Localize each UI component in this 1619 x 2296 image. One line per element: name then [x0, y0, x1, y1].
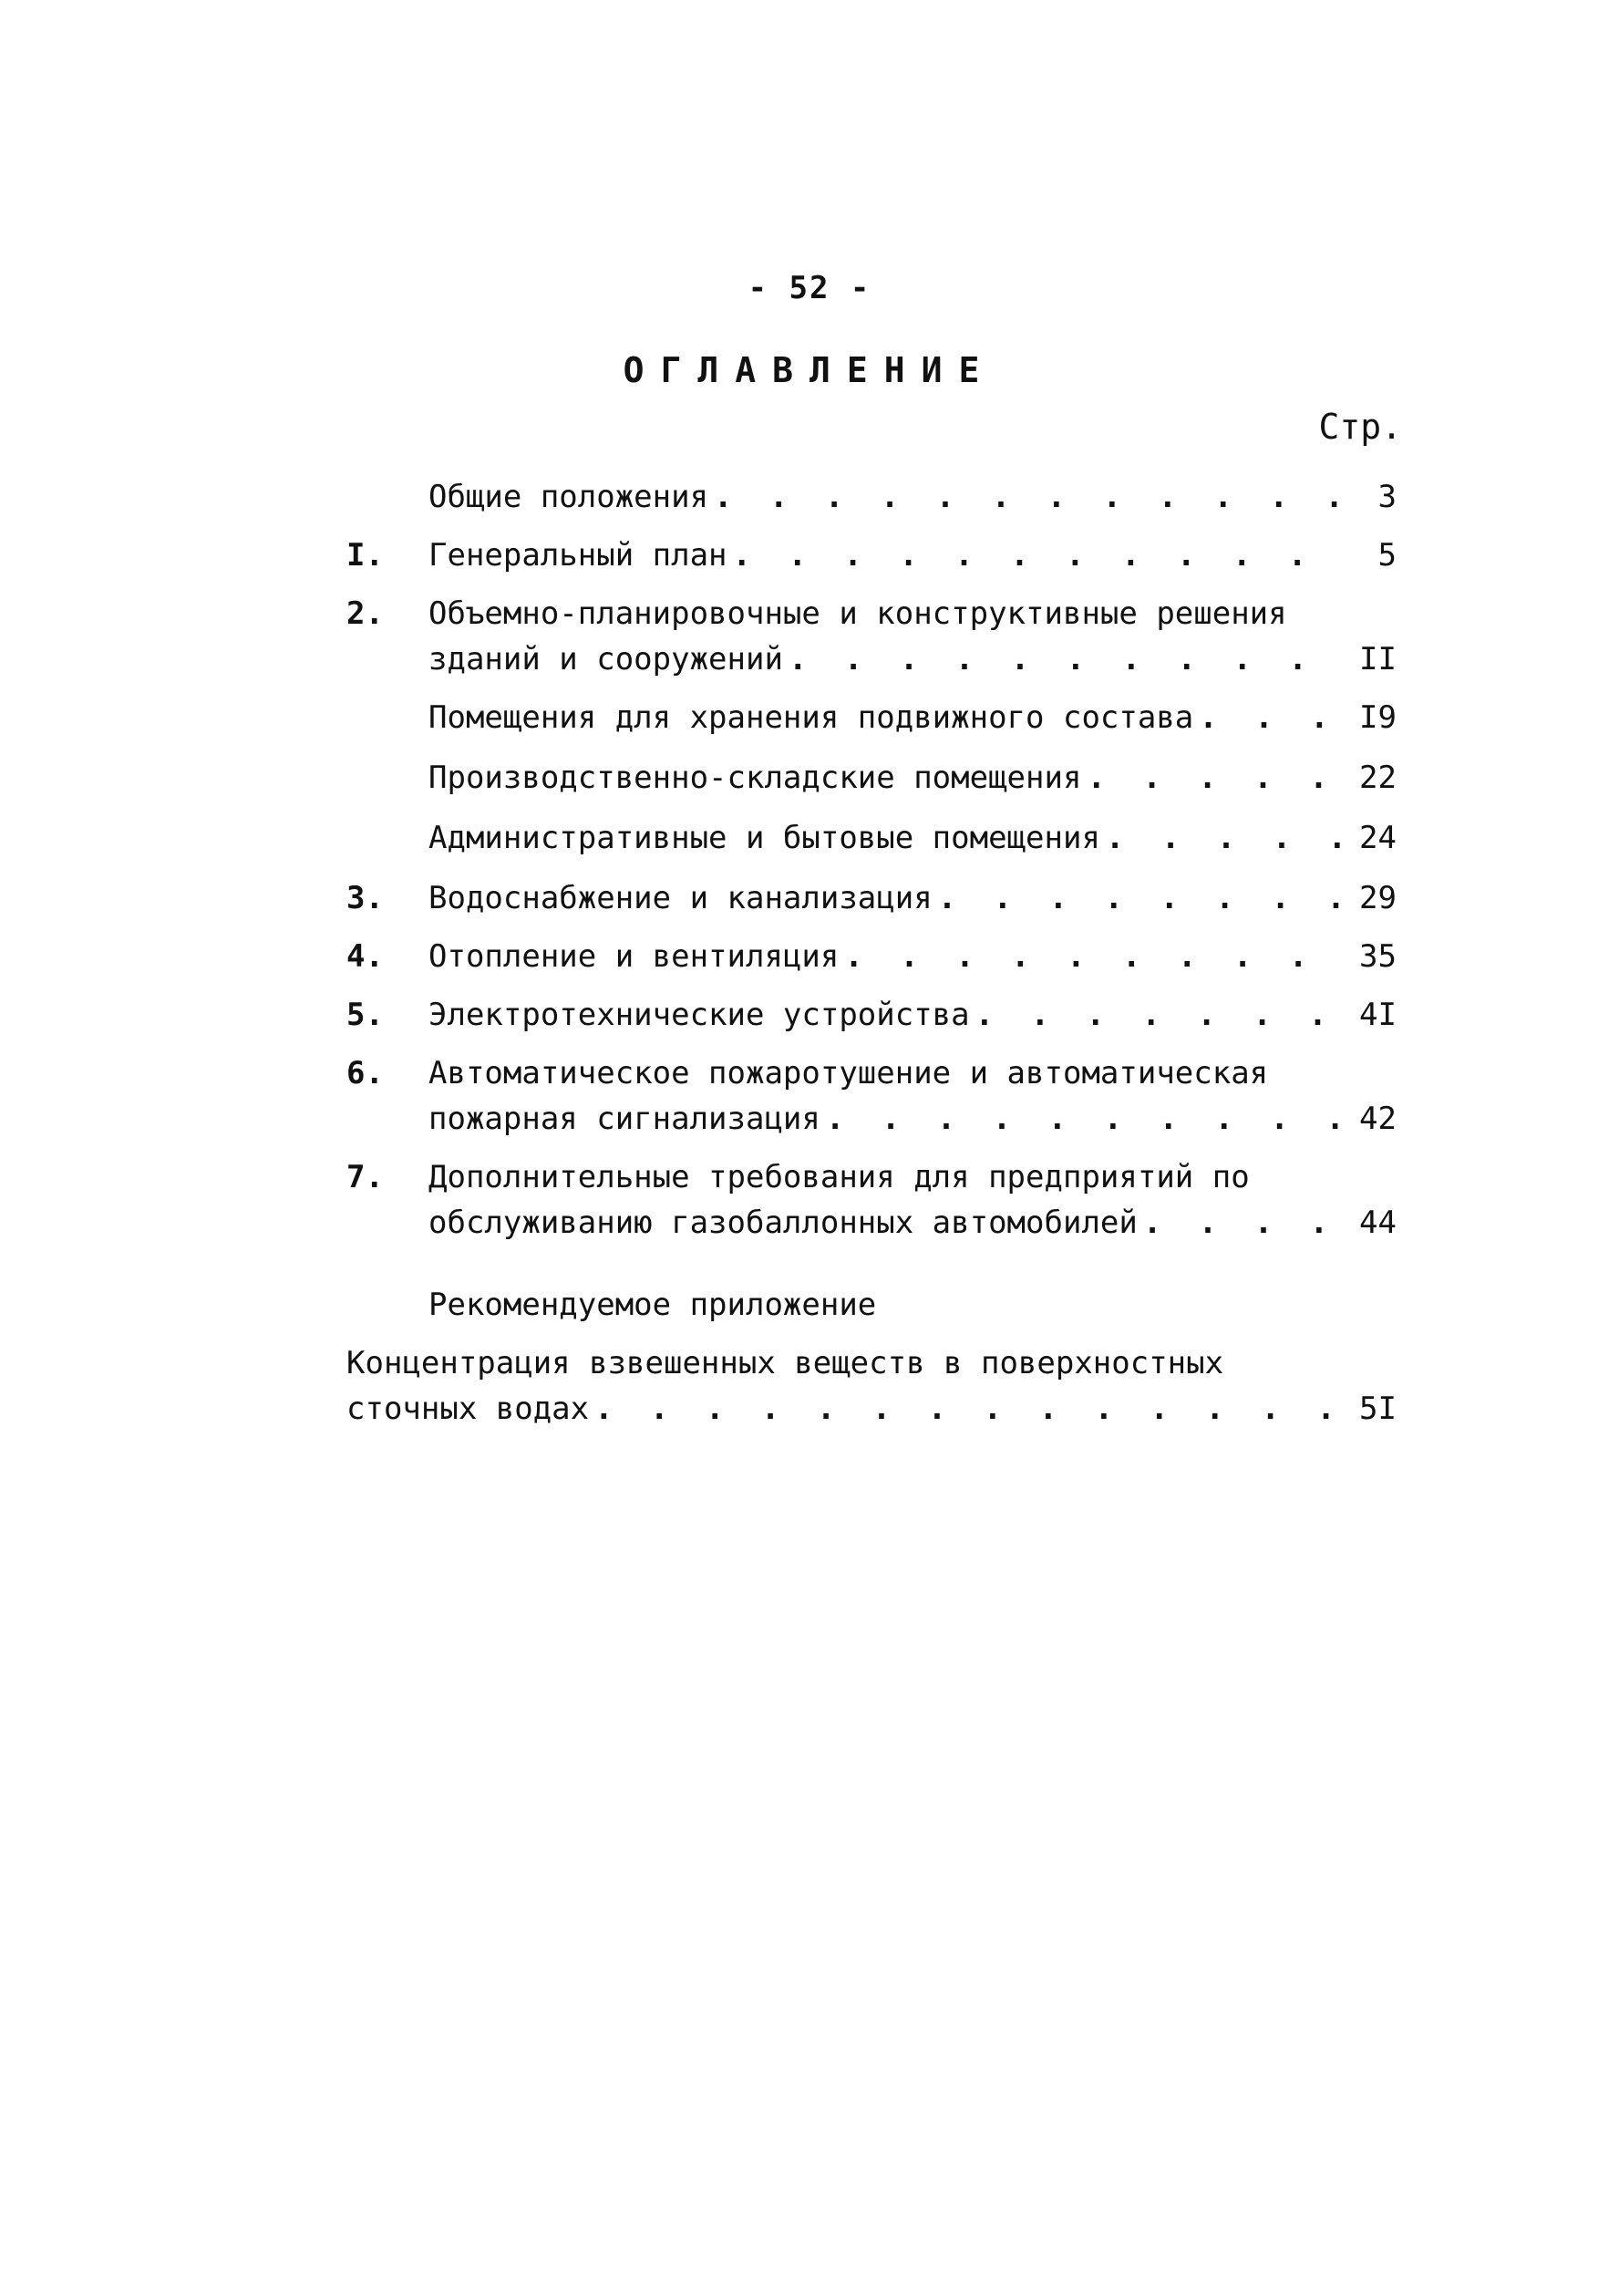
- toc-entry-number: I.: [346, 537, 384, 574]
- toc-entry-2: [346, 591, 1397, 682]
- toc-entry-page: 5: [1377, 537, 1397, 574]
- toc-entry-title: Административные и бытовые помещения: [428, 820, 1100, 856]
- dot-leader: [789, 636, 1344, 682]
- toc-subentry-storage: [346, 695, 1397, 740]
- toc-entry-title: Общие положения: [428, 479, 709, 515]
- toc-entry-number: 5.: [346, 997, 384, 1033]
- toc-entry-6: [346, 1050, 1397, 1142]
- toc-entry-4: [346, 934, 1397, 979]
- toc-entry-number: 6.: [346, 1055, 384, 1091]
- toc-entry-title: Водоснабжение и канализация: [428, 880, 933, 916]
- toc-entry-1: [346, 533, 1397, 578]
- toc-entry-page: 42: [1359, 1101, 1397, 1137]
- toc-entry-title-line-2: обслуживанию газобаллонных автомобилей: [428, 1205, 1138, 1241]
- toc-entry-page: 35: [1359, 938, 1397, 975]
- dot-leader: [844, 934, 1344, 979]
- toc-entry-title-line-2: пожарная сигнализация: [428, 1101, 820, 1137]
- toc-entry-general: [346, 474, 1397, 520]
- dot-leader: [975, 992, 1344, 1038]
- page-number: - 52 -: [748, 270, 871, 306]
- dot-leader: [733, 533, 1344, 578]
- toc-subentry-production: [346, 755, 1397, 801]
- appendix-entry-title-line-1: Концентрация взвешенных веществ в поверхностных: [346, 1345, 1224, 1381]
- dot-leader: [938, 875, 1344, 921]
- toc-entry-title-line-1: Объемно-планировочные и конструктивные решения: [428, 595, 1287, 632]
- toc-entry-page: 29: [1359, 880, 1397, 916]
- appendix-entry-page: 5I: [1359, 1391, 1397, 1427]
- appendix-heading: Рекомендуемое приложение: [428, 1287, 877, 1323]
- toc-entry-title: Производственно-складские помещения: [428, 760, 1082, 796]
- dot-leader: [1199, 695, 1344, 740]
- toc-entry-page: 22: [1359, 760, 1397, 796]
- toc-entry-title: Генеральный план: [428, 537, 727, 574]
- toc-entry-number: 3.: [346, 880, 384, 916]
- appendix-entry-title-line-2: сточных водах: [346, 1391, 590, 1427]
- toc-entry-title-line-2: зданий и сооружений: [428, 641, 783, 677]
- toc-entry-number: 4.: [346, 938, 384, 975]
- dot-leader: [594, 1386, 1344, 1432]
- appendix-entry: [346, 1340, 1397, 1432]
- toc-entry-page: II: [1359, 641, 1397, 677]
- toc-entry-number: 2.: [346, 595, 384, 632]
- dot-leader: [1143, 1200, 1344, 1246]
- dot-leader: [826, 1096, 1344, 1142]
- toc-entry-5: [346, 992, 1397, 1038]
- toc-entry-7: [346, 1154, 1397, 1246]
- toc-subentry-administrative: [346, 815, 1397, 861]
- table-of-contents: [346, 474, 1397, 1441]
- dot-leader: [1087, 755, 1344, 801]
- dot-leader: [714, 474, 1344, 520]
- toc-entry-title: Помещения для хранения подвижного состава: [428, 699, 1194, 736]
- toc-entry-page: 44: [1359, 1205, 1397, 1241]
- toc-entry-3: [346, 875, 1397, 921]
- toc-entry-page: 4I: [1359, 997, 1397, 1033]
- toc-entry-page: I9: [1359, 699, 1397, 736]
- toc-entry-title: Электротехнические устройства: [428, 997, 970, 1033]
- toc-entry-number: 7.: [346, 1159, 384, 1195]
- dot-leader: [1106, 815, 1344, 861]
- document-title: ОГЛАВЛЕНИЕ: [623, 350, 996, 390]
- toc-entry-title: Отопление и вентиляция: [428, 938, 840, 975]
- toc-entry-title-line-1: Дополнительные требования для предприятий по: [428, 1159, 1250, 1195]
- toc-entry-page: 24: [1359, 820, 1397, 856]
- toc-entry-title-line-1: Автоматическое пожаротушение и автоматическая: [428, 1055, 1269, 1091]
- page-column-label: Стр.: [1318, 407, 1402, 447]
- toc-entry-page: 3: [1377, 479, 1397, 515]
